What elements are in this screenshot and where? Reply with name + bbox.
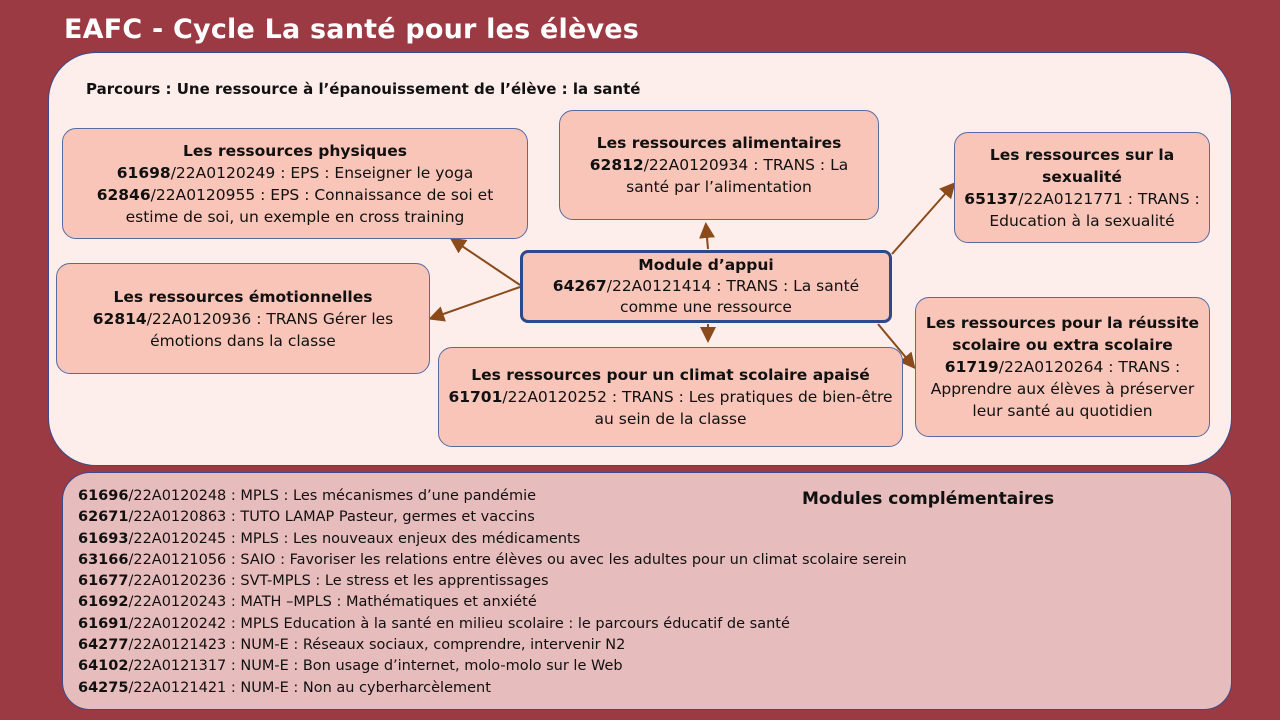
module-desc: /22A0120264 : TRANS : Apprendre aux élèves à préserver leur santé au quotidien <box>930 358 1195 420</box>
box-ressources-alimentaires <box>559 110 879 220</box>
arrow-to-alimentaires <box>706 226 708 249</box>
list-item <box>78 529 907 550</box>
box-line <box>529 276 883 318</box>
module-code: 62814 <box>92 309 147 328</box>
module-desc: /22A0121423 : NUM-E : Réseaux sociaux, comprendre, intervenir N2 <box>128 637 626 654</box>
box-ressources-climat <box>438 347 903 447</box>
arrow-to-sexualite <box>892 185 953 254</box>
box-line <box>69 162 521 184</box>
module-code: 64102 <box>78 658 129 675</box>
list-item <box>78 550 907 571</box>
box-heading: Module d’appui <box>638 256 774 274</box>
box-line <box>961 188 1203 232</box>
module-desc: /22A0121317 : NUM-E : Bon usage d’internet, molo-molo sur le Web <box>128 658 623 675</box>
box-line <box>922 312 1203 422</box>
modules-complementaires-title: Modules complémentaires <box>802 489 1055 509</box>
box-line <box>63 308 423 352</box>
box-heading: Les ressources pour un climat scolaire apaisé <box>471 366 870 384</box>
module-code: 61693 <box>78 530 129 547</box>
list-item <box>78 507 907 528</box>
module-desc: /22A0121421 : NUM-E : Non au cyberharcèlement <box>128 679 491 696</box>
module-desc: /22A0121056 : SAIO : Favoriser les relations entre élèves ou avec les adultes pour un climat scolaire serein <box>128 551 907 568</box>
box-line <box>566 154 872 198</box>
box-heading: Les ressources alimentaires <box>596 134 842 152</box>
module-desc: /22A0120252 : TRANS : Les pratiques de bien-être au sein de la classe <box>502 388 893 428</box>
list-item <box>78 635 907 656</box>
module-desc: /22A0120248 : MPLS : Les mécanismes d’une pandémie <box>128 488 537 504</box>
module-code: 64267 <box>552 277 607 295</box>
module-code: 61696 <box>78 488 129 504</box>
parcours-title: Parcours : Une ressource à l’épanouissement de l’élève : la santé <box>86 80 641 98</box>
module-code: 64275 <box>78 679 129 696</box>
module-desc: /22A0120242 : MPLS Education à la santé en milieu scolaire : le parcours éducatif de santé <box>128 615 790 632</box>
module-code: 61701 <box>448 388 503 406</box>
module-desc: /22A0120249 : EPS : Enseigner le yoga <box>170 163 474 182</box>
box-ressources-reussite <box>915 297 1210 437</box>
module-desc: /22A0120936 : TRANS Gérer les émotions dans la classe <box>146 309 394 350</box>
box-ressources-emotionnelles <box>56 263 430 374</box>
box-ressources-physiques <box>62 128 528 239</box>
module-code: 64277 <box>78 637 129 654</box>
list-item <box>78 571 907 592</box>
module-code: 61692 <box>78 594 129 611</box>
module-desc: /22A0121414 : TRANS : La santé comme une ressource <box>606 277 860 316</box>
box-heading: Les ressources physiques <box>183 141 407 160</box>
module-code: 61677 <box>78 573 129 590</box>
box-ressources-sexualite <box>954 132 1210 243</box>
module-desc: /22A0120934 : TRANS : La santé par l’alimentation <box>626 156 849 196</box>
list-item <box>78 592 907 613</box>
page-title: EAFC - Cycle La santé pour les élèves <box>64 14 640 45</box>
arrow-to-emotionnelles <box>432 287 520 318</box>
module-desc: /22A0120236 : SVT-MPLS : Le stress et les apprentissages <box>128 573 549 590</box>
module-desc: /22A0120243 : MATH –MPLS : Mathématiques et anxiété <box>128 594 537 611</box>
box-heading: Les ressources sur la sexualité <box>989 145 1175 186</box>
modules-complementaires-list <box>78 486 907 699</box>
module-desc: /22A0120245 : MPLS : Les nouveaux enjeux des médicaments <box>128 530 581 547</box>
module-desc: /22A0120863 : TUTO LAMAP Pasteur, germes et vaccins <box>128 509 535 526</box>
box-line <box>69 184 521 228</box>
box-module-appui <box>520 250 892 323</box>
list-item <box>78 486 907 507</box>
module-code: 62812 <box>589 156 644 174</box>
module-code: 62671 <box>78 509 129 526</box>
list-item <box>78 656 907 677</box>
module-desc: /22A0120955 : EPS : Connaissance de soi et estime de soi, un exemple en cross training <box>125 185 494 226</box>
module-code: 61719 <box>944 358 999 376</box>
box-heading: Les ressources émotionnelles <box>113 287 373 306</box>
box-heading: Les ressources pour la réussite scolaire ou extra scolaire <box>925 314 1200 354</box>
module-code: 61691 <box>78 615 129 632</box>
list-item <box>78 614 907 635</box>
module-code: 65137 <box>964 189 1019 208</box>
list-item <box>78 678 907 699</box>
module-desc: /22A0121771 : TRANS : Education à la sexualité <box>989 189 1200 230</box>
module-code: 62846 <box>96 185 151 204</box>
box-line <box>445 386 896 430</box>
module-code: 61698 <box>116 163 171 182</box>
module-code: 63166 <box>78 551 129 568</box>
arrow-to-physiques <box>453 240 520 285</box>
